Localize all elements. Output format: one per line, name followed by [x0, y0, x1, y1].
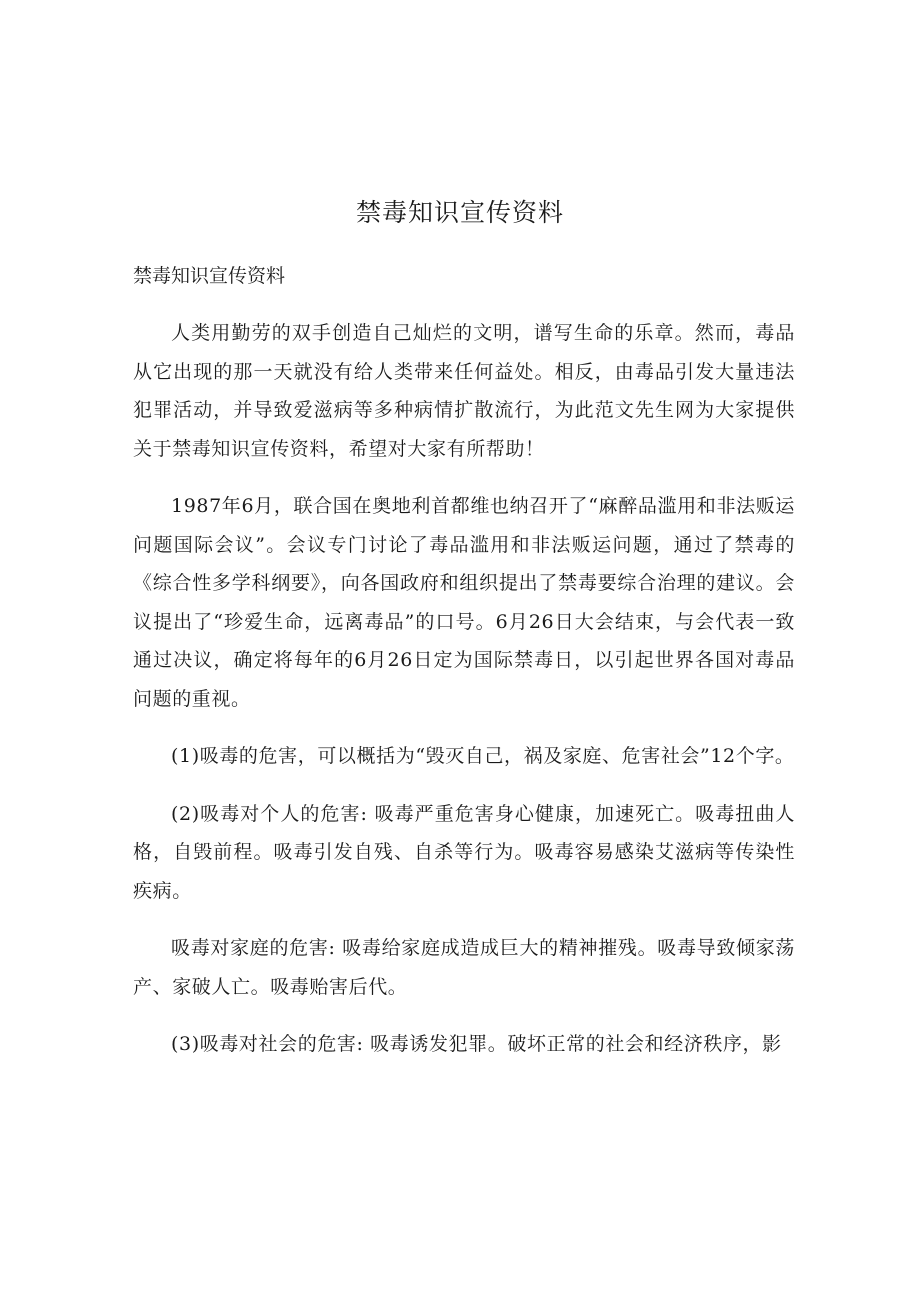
document-subtitle: 禁毒知识宣传资料: [133, 265, 286, 287]
intro-paragraph: 人类用勤劳的双手创造自己灿烂的文明，谱写生命的乐章。然而，毒品从它出现的那一天就没有给人类带来任何益处。相反，由毒品引发大量违法犯罪活动，并导致爱滋病等多种病情扩散流行，为此范文先生网为大家提供关于禁毒知识宣传资料，希望对大家有所帮助！: [133, 322, 795, 460]
document-title: 禁毒知识宣传资料: [355, 198, 564, 227]
personal-harm-paragraph: (2)吸毒对个人的危害: 吸毒严重危害身心健康，加速死亡。吸毒扭曲人格，自毁前程。吸毒引发自残、自杀等行为。吸毒容易感染艾滋病等传染性疾病。: [133, 802, 795, 902]
harm-summary-paragraph: (1)吸毒的危害，可以概括为“毁灭自己，祸及家庭、危害社会”12个字。: [171, 745, 795, 767]
history-paragraph: 1987年6月，联合国在奥地利首都维也纳召开了“麻醉品滥用和非法贩运问题国际会议”。会议专门讨论了毒品滥用和非法贩运问题，通过了禁毒的《综合性多学科纲要》，向各国政府和组织提出了禁毒要综合治理的建议。会议提出了“珍爱生命，远离毒品”的口号。6月26日大会结束，与会代表一致通过决议，确定将每年的6月26日定为国际禁毒日，以引起世界各国对毒品问题的重视。: [133, 495, 795, 710]
social-harm-paragraph: (3)吸毒对社会的危害: 吸毒诱发犯罪。破坏正常的社会和经济秩序，影: [171, 1033, 782, 1055]
document-body: [133, 314, 795, 1083]
family-harm-paragraph: 吸毒对家庭的危害: 吸毒给家庭成造成巨大的精神摧残。吸毒导致倾家荡产、家破人亡。吸毒贻害后代。: [133, 937, 795, 998]
